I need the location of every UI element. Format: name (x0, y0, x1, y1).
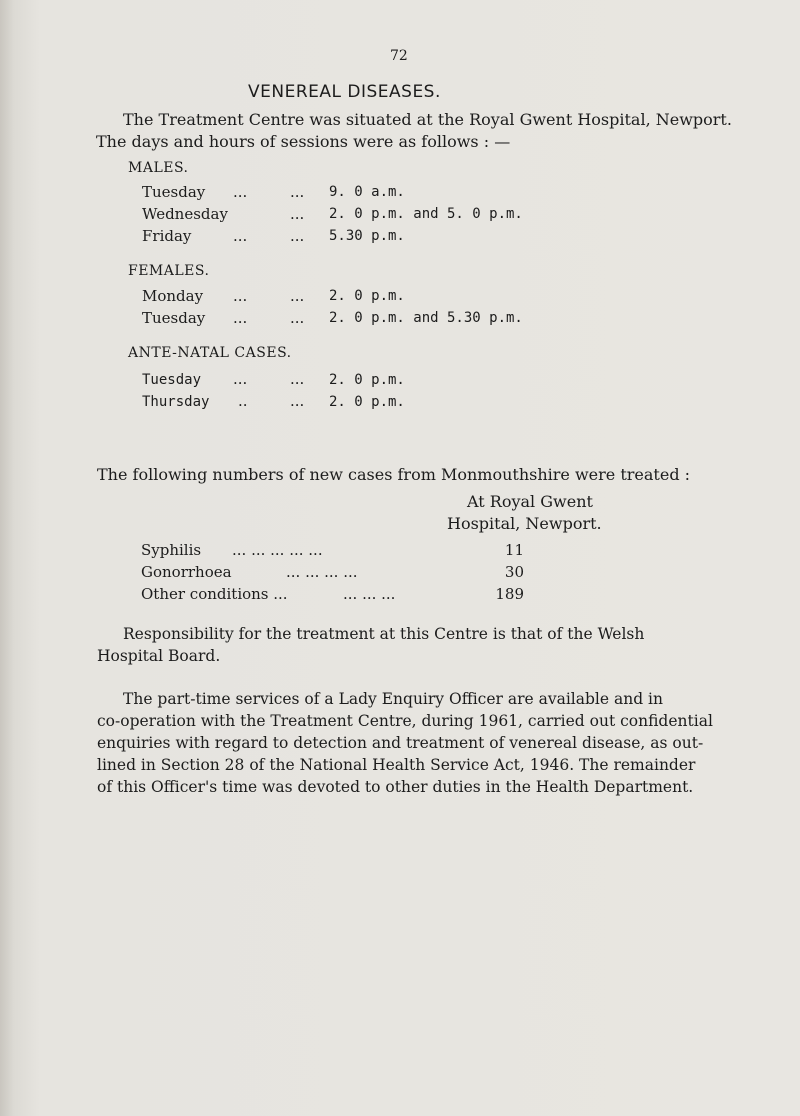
leader-dots: ... ... ... (343, 585, 396, 603)
condition-label: Gonorrhoea (141, 563, 232, 581)
antenatal-title: ANTE-NATAL CASES. (128, 345, 292, 361)
intro-line-2: The days and hours of sessions were as follows : — (96, 132, 511, 151)
case-count: 30 (504, 563, 524, 581)
females-title: FEMALES. (128, 263, 210, 279)
case-count: 189 (495, 585, 524, 603)
session-time: 2. 0 p.m. (329, 288, 405, 304)
leader-dots: ... (290, 183, 305, 201)
session-day: Thursday (142, 394, 210, 410)
session-time: 2. 0 p.m. (329, 394, 405, 410)
column-header: At Royal Gwent (467, 492, 593, 511)
condition-label: Other conditions ... (141, 585, 288, 603)
leader-dots: ... (233, 183, 248, 201)
responsibility-line-1: Responsibility for the treatment at this Centre is that of the Welsh (123, 625, 645, 643)
leader-dots: ... (290, 205, 305, 223)
column-header: Hospital, Newport. (447, 514, 602, 533)
leader-dots: ... (233, 287, 248, 305)
condition-label: Syphilis (141, 541, 202, 559)
enquiry-line-1: The part-time services of a Lady Enquiry Officer are available and in (123, 690, 663, 708)
session-time: 2. 0 p.m. and 5. 0 p.m. (329, 206, 523, 222)
leader-dots: ... ... ... ... (286, 563, 358, 581)
responsibility-line-2: Hospital Board. (97, 647, 221, 665)
males-title: MALES. (128, 160, 189, 176)
session-time: 2. 0 p.m. and 5.30 p.m. (329, 310, 523, 326)
enquiry-line-3: enquiries with regard to detection and treatment of venereal disease, as out- (97, 734, 704, 752)
session-time: 2. 0 p.m. (329, 372, 405, 388)
leader-dots: ... (290, 309, 305, 327)
leader-dots: ... (290, 392, 305, 410)
leader-dots: .. (238, 392, 248, 410)
cases-intro: The following numbers of new cases from Monmouthshire were treated : (97, 465, 691, 484)
session-day: Tuesday (142, 183, 206, 201)
session-time: 5.30 p.m. (329, 228, 405, 244)
leader-dots: ... (290, 287, 305, 305)
page-number: 72 (390, 48, 408, 64)
intro-line-1: The Treatment Centre was situated at the Royal Gwent Hospital, Newport. (123, 110, 732, 129)
leader-dots: ... (290, 227, 305, 245)
case-count: 11 (504, 541, 524, 559)
session-time: 9. 0 a.m. (329, 184, 405, 200)
leader-dots: ... (233, 370, 248, 388)
session-day: Monday (142, 287, 204, 305)
enquiry-line-5: of this Officer's time was devoted to other duties in the Health Department. (97, 778, 694, 796)
session-day: Friday (142, 227, 192, 245)
enquiry-line-2: co-operation with the Treatment Centre, during 1961, carried out confidential (97, 712, 713, 730)
session-day: Tuesday (142, 372, 202, 388)
session-day: Tuesday (142, 309, 206, 327)
session-day: Wednesday (142, 205, 228, 223)
enquiry-line-4: lined in Section 28 of the National Health Service Act, 1946. The remainder (97, 756, 696, 774)
leader-dots: ... (233, 309, 248, 327)
leader-dots: ... (290, 370, 305, 388)
leader-dots: ... ... ... ... ... (232, 541, 323, 559)
page-title: VENEREAL DISEASES. (248, 82, 441, 102)
leader-dots: ... (233, 227, 248, 245)
